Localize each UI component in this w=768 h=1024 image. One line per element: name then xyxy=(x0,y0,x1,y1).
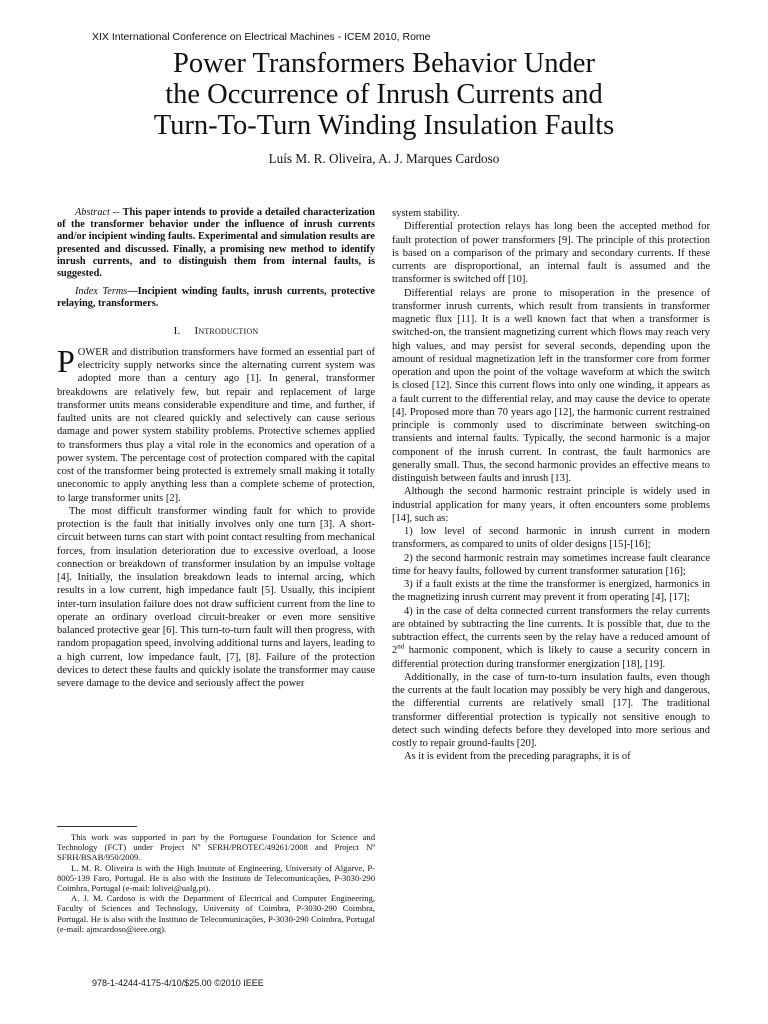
list-item-2: 2) the second harmonic restrain may sometimes increase fault clearance time for heavy faults, followed by current transformer saturation [16]; xyxy=(392,552,710,577)
footnote-funding: This work was supported in part by the Portuguese Foundation for Science and Technology (FCT) under Project Nº SFRH/PROTEC/49261/2008 and Project Nº SFRH/BSAB/950/2009. xyxy=(57,832,375,863)
title-line-2: the Occurrence of Inrush Currents and xyxy=(165,79,603,110)
right-column xyxy=(392,207,710,764)
section-title: Introduction xyxy=(194,324,259,337)
section-heading-introduction xyxy=(57,325,375,338)
right-paragraph-5: As it is evident from the preceding paragraphs, it is of xyxy=(404,751,631,763)
title-line-3: Turn-To-Turn Winding Insulation Faults xyxy=(153,110,615,141)
abstract-label: Abstract -- xyxy=(75,207,120,218)
right-paragraph-0: system stability. xyxy=(392,208,460,219)
footnote-author-2: A. J. M. Cardoso is with the Department of Electrical and Computer Engineering, Faculty of Sciences and Technology, University of Coimbra, P-3030-290 Coimbra, Portugal. He is also with the Instituto de Telecomunicações, P-3030-290 Coimbra, Portugal (e-mail: ajmcardoso@ieee.org). xyxy=(57,893,375,934)
list-item-3: 3) if a fault exists at the time the transformer is energized, harmonics in the magnetizing inrush current may prevent it from operating [4], [17]; xyxy=(392,579,710,604)
right-paragraph-1: Differential protection relays has long been the accepted method for fault protection of power transformers [9]. The principle of this protection is based on a comparison of the primary and secondary currents. If these currents are disproportional, an internal fault is assumed and the transformer is switched off [10]. xyxy=(392,221,710,286)
right-paragraph-4: Additionally, in the case of turn-to-turn insulation faults, even though the currents at the fault location may possibly be very high and dangerous, the differential currents are relatively small [17]. The traditional transformer differential protection is typically not sensitive enough to detect such winding defects before they developed into more serious and costly to repair ground-faults [20]. xyxy=(392,671,710,749)
intro-paragraph-1 xyxy=(57,342,375,505)
right-paragraph-2: Differential relays are prone to misoperation in the presence of transformer inrush currents, which result from transients in transformer magnetic flux [11]. It is a well known fact that when a transformer is switched-on, the transient magnetizing current which flows may reach very high values, and may persist for several seconds, depending upon the amount of residual magnetization left in the transformer core from former operation and upon the point of the voltage waveform at which the switch is closed [12]. Since this current flows into only one winding, it appears as a fault current to the differential relay, and may cause the device to operate [4]. Proposed more than 70 years ago [12], the harmonic current restrained principle is commonly used to discriminate between switching-on transients and internal faults. Typically, the second harmonic is a major component of the inrush current. In contrast, the fault harmonics are generally small. Thus, the second harmonic provides an effective means to distinguish between faults and inrush [13]. xyxy=(392,287,710,484)
intro-paragraph-1-text: OWER and distribution transformers have formed an essential part of electricity supply networks since the alternating current system was adopted more than a century ago [1]. In general, transformer breakdowns are relatively few, but repair and replacement of large transformer units means considerable expenditure and time, and further, if faulted units are not cleared quickly and selectively can cause serious damage and power system stability problems. Protective schemes applied to transformers thus play a vital role in the economics and operation of a power system. The percentage cost of protection compared with the capital cost of the transformer being protected is extremely small making it totally uneconomic to apply anything less than a complete scheme of protection, to large transformer units [2]. xyxy=(57,346,375,504)
index-terms-label: Index Terms xyxy=(75,286,128,298)
left-column xyxy=(57,207,375,690)
footnote-rule xyxy=(57,826,137,827)
section-number: I. xyxy=(173,324,181,337)
footnote-author-1: L. M. R. Oliveira is with the High Institute of Engineering, University of Algarve, P-8005-139 Faro, Portugal. He is also with the Instituto de Telecomunicações, P-3030-290 Coimbra, Portugal (e-mail: lolivei@ualg.pt). xyxy=(57,862,375,894)
list-item-4 xyxy=(392,605,710,671)
list-item-4-text-b: harmonic component, which is likely to cause a security concern in differential protection during transformer energization [18], [19]. xyxy=(392,645,710,670)
list-item-4-text-a: 4) in the case of delta connected current transformers the relay currents are obtained by subtracting the line currents. It is possible that, due to the subtraction effect, the currents seen by the relay have a reduced amount of 2 xyxy=(392,605,710,657)
conference-header: XIX International Conference on Electrical Machines - ICEM 2010, Rome xyxy=(92,31,431,43)
intro-paragraph-2: The most difficult transformer winding fault for which to provide protection is the fault that initially involves only one turn [3]. A short-circuit between turns can start with point contact resulting from mechanical forces, from insulation deterioration due to excessive overload, a loose connection or breakdown of transformer insulation by an impulse voltage [4]. Initially, the insulation breakdown leads to internal arcing, which results in a low current, high impedance fault [5]. Usually, this incipient inter-turn insulation failure does not draw sufficient current from the line to operate an ordinary overload circuit-breaker or even more sensitive balanced protective gear [6]. This turn-to-turn fault will then progress, with random propagation speed, involving additional turns and layers, leading to a high current, low impedance fault, [7], [8]. Failure of the protection devices to detect these faults and quickly isolate the transformer may cause severe damage to the device and seriously affect the power xyxy=(57,505,375,690)
list-item-1: 1) low level of second harmonic in inrush current in modern transformers, as compared to units of older designs [15]-[16]; xyxy=(392,526,710,551)
isbn-copyright: 978-1-4244-4175-4/10/$25.00 ©2010 IEEE xyxy=(92,978,264,988)
index-terms xyxy=(57,286,375,310)
abstract-text: This paper intends to provide a detailed characterization of the transformer behavior under the influence of inrush currents and/or incipient winding faults. Experimental and simulation results are presented and discussed. Finally, a promising new method to identify inrush currents, and to distinguish them from internal faults, is suggested. xyxy=(57,207,375,280)
abstract xyxy=(57,207,375,280)
footnotes xyxy=(57,832,375,934)
title-line-1: Power Transformers Behavior Under xyxy=(173,48,595,79)
authors: Luís M. R. Oliveira, A. J. Marques Cardoso xyxy=(268,151,500,166)
right-paragraph-3: Although the second harmonic restraint principle is widely used in industrial application for many years, it often encounters some problems [14], such as: xyxy=(392,486,710,524)
index-terms-text: —Incipient winding faults, inrush currents, protective relaying, transformers. xyxy=(57,286,376,310)
list-item-4-superscript: nd xyxy=(397,642,405,651)
drop-cap: P xyxy=(57,342,75,379)
paper-title xyxy=(60,48,708,141)
